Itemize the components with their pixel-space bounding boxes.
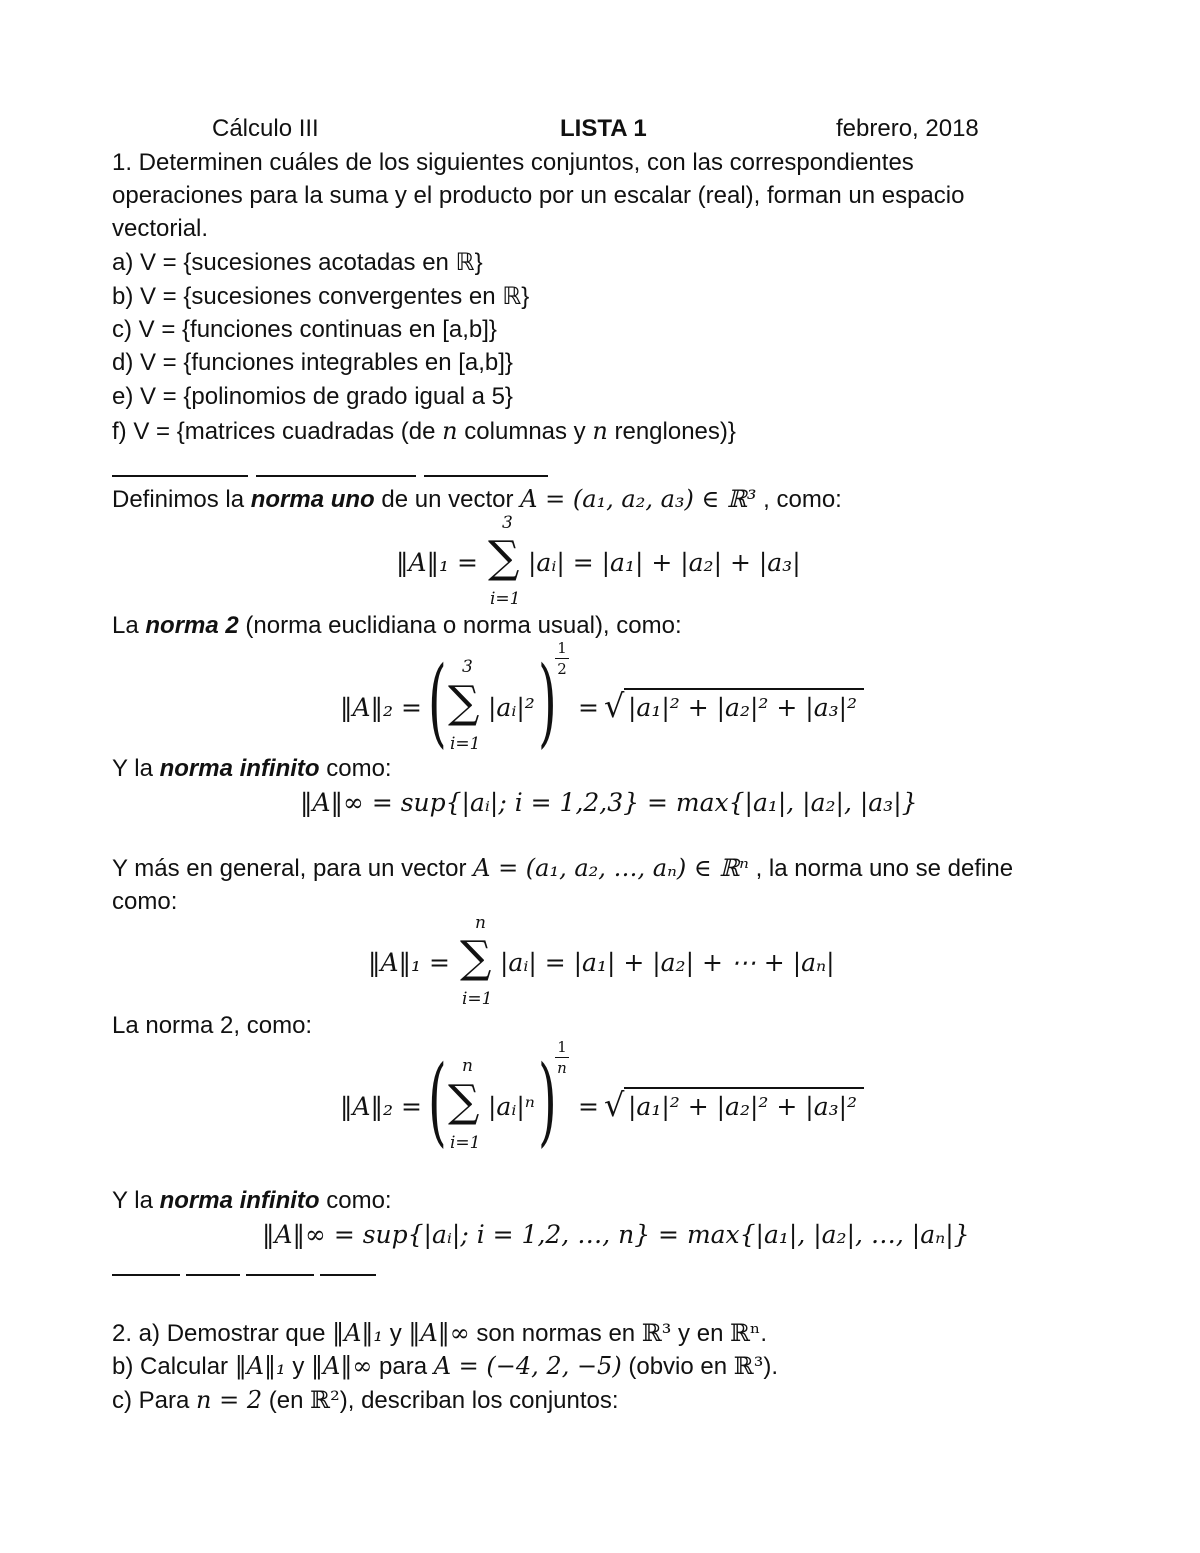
def-vector: A = (a₁, a₂, a₃) ∈ ℝ³ (520, 485, 757, 513)
general-definition-line-1 (112, 853, 1013, 884)
q2b-pre: b) Calcular (112, 1353, 235, 1380)
q2a-pre: 2. a) Demostrar que (112, 1320, 333, 1347)
summation-symbol: ∑ (488, 532, 520, 583)
separator-rule (186, 1274, 240, 1276)
q2b-r3: ℝ³ (733, 1352, 764, 1380)
q2b-norm-one: ‖A‖₁ (234, 1352, 286, 1380)
ninf2-post: como: (319, 1187, 392, 1214)
eq4-lower-limit: i=1 (462, 989, 493, 1009)
radical-vinculum (624, 688, 864, 690)
norm-infinity-definition (112, 754, 392, 784)
course-title: Cálculo III (212, 115, 319, 142)
separator-rule (424, 475, 548, 477)
gen-vector: A = (a₁, a₂, …, aₙ) ∈ ℝⁿ (473, 854, 749, 882)
ninf-post: como: (319, 755, 392, 782)
ninf-bold: norma infinito (159, 755, 320, 782)
q2b-mid: y (285, 1353, 312, 1380)
separator-rule (112, 1274, 180, 1276)
q1-item-e: e) V = {polinomios de grado igual a 5} (112, 383, 513, 410)
norm-two-general-label: La norma 2, como: (112, 1012, 313, 1039)
header-date: febrero, 2018 (836, 115, 979, 142)
right-paren: ) (538, 1045, 557, 1157)
q1-item-b: b) V = {sucesiones convergentes en ℝ} (112, 283, 530, 310)
separator-rule (256, 475, 416, 477)
separator-rule (320, 1274, 376, 1276)
q2a-norm-one: ‖A‖₁ (332, 1319, 384, 1347)
q2b-norm-inf: ‖A‖∞ (311, 1352, 373, 1380)
eq2-lhs: ‖A‖₂ = (340, 693, 422, 722)
q1-item-f-n1: n (442, 417, 458, 445)
q2c-pre: c) Para (112, 1387, 197, 1414)
q2a-post1: son normas en (469, 1320, 642, 1347)
eq5-lower-limit: i=1 (450, 1133, 481, 1153)
separator-rule (246, 1274, 314, 1276)
summation-symbol: ∑ (448, 1076, 480, 1127)
n2-bold: norma 2 (145, 612, 239, 639)
separator-rule (112, 475, 248, 477)
def-mid: de un vector (374, 486, 521, 513)
q2a-norm-inf: ‖A‖∞ (408, 1319, 470, 1347)
equation-norm-infinity-r3: ‖A‖∞ = sup{|aᵢ|; i = 1,2,3} = max{|a₁|, |a₂|, |a₃|} (300, 788, 918, 817)
q2-part-c (112, 1385, 619, 1416)
def-pre: Definimos la (112, 486, 251, 513)
q1-item-a: a) V = {sucesiones acotadas en ℝ} (112, 249, 483, 276)
q2c-n-equals-2: n = 2 (196, 1386, 263, 1414)
n2-pre: La (112, 612, 146, 639)
summation-symbol: ∑ (460, 932, 492, 983)
equation-norm-infinity-rn: ‖A‖∞ = sup{|aᵢ|; i = 1,2, …, n} = max{|a₁|, |a₂|, …, |aₙ|} (262, 1220, 970, 1249)
q1-intro-line-2: operaciones para la suma y el producto por un escalar (real), forman un espacio (112, 182, 965, 209)
left-paren: ( (428, 646, 447, 758)
exponent-fraction (555, 640, 569, 677)
general-definition-line-2: como: (112, 888, 178, 915)
q2a-rn: ℝⁿ (730, 1319, 761, 1347)
q1-item-f-post: renglones)} (607, 418, 736, 445)
eq4-lhs: ‖A‖₁ = (368, 948, 450, 977)
eq5-radicand: |a₁|² + |a₂|² + |a₃|² (628, 1092, 858, 1121)
ninf2-pre: Y la (112, 1187, 160, 1214)
eq1-upper-limit: 3 (502, 513, 513, 533)
eq5-lhs: ‖A‖₂ = (340, 1092, 422, 1121)
eq5-upper-limit: n (462, 1056, 473, 1076)
eq1-rhs: |aᵢ| = |a₁| + |a₂| + |a₃| (528, 548, 801, 577)
eq2-equals: = (578, 693, 599, 722)
q1-intro-line-1: 1. Determinen cuáles de los siguientes conjuntos, con las correspondientes (112, 149, 914, 176)
eq4-rhs: |aᵢ| = |a₁| + |a₂| + ⋯ + |aₙ| (500, 948, 835, 977)
radical-sign: √ (604, 687, 625, 725)
q1-intro-line-3: vectorial. (112, 215, 209, 242)
q1-item-f-n2: n (592, 417, 608, 445)
q2b-vector: A = (−4, 2, −5) (433, 1352, 622, 1380)
q1-item-f (112, 416, 736, 447)
right-paren: ) (538, 646, 557, 758)
ninf2-bold: norma infinito (159, 1187, 320, 1214)
norm-two-definition (112, 611, 682, 641)
q2-part-b (112, 1351, 778, 1382)
exponent-fraction (555, 1039, 569, 1076)
q1-item-f-pre: f) V = {matrices cuadradas (de (112, 418, 443, 445)
radical-vinculum (624, 1087, 864, 1089)
ninf-pre: Y la (112, 755, 160, 782)
q2b-end: ). (763, 1353, 779, 1380)
q1-item-f-mid: columnas y (457, 418, 593, 445)
q2c-post: ), describan los conjuntos: (339, 1387, 619, 1414)
eq4-upper-limit: n (475, 913, 486, 933)
n2-post: (norma euclidiana o norma usual), como: (238, 612, 682, 639)
q2a-post2: y en (671, 1320, 731, 1347)
q2a-mid: y (383, 1320, 409, 1347)
q2c-r2: ℝ² (310, 1386, 340, 1414)
eq2-body: |aᵢ|² (488, 693, 535, 722)
q2b-para: para (372, 1353, 434, 1380)
eq5-equals: = (578, 1092, 599, 1121)
eq2-upper-limit: 3 (462, 657, 473, 677)
eq2-lower-limit: i=1 (450, 734, 481, 754)
exp-den: n (557, 1059, 567, 1077)
q2a-r3: ℝ³ (641, 1319, 672, 1347)
eq5-body: |aᵢ|ⁿ (488, 1092, 535, 1121)
q2c-mid: (en (262, 1387, 311, 1414)
q1-item-d: d) V = {funciones integrables en [a,b]} (112, 349, 513, 376)
gen-post: , la norma uno se define (748, 855, 1014, 882)
radical-sign: √ (604, 1086, 625, 1124)
q2b-post: (obvio en (621, 1353, 734, 1380)
norm-infinity-general-definition (112, 1186, 392, 1216)
norm-one-definition (112, 484, 842, 515)
exp-den: 2 (557, 660, 567, 678)
def-post: , como: (756, 486, 842, 513)
gen-pre: Y más en general, para un vector (112, 855, 474, 882)
fraction-bar (555, 1057, 569, 1058)
q2a-end: . (760, 1320, 768, 1347)
exp-num: 1 (557, 639, 567, 657)
q2-part-a (112, 1318, 767, 1349)
eq2-radicand: |a₁|² + |a₂|² + |a₃|² (628, 693, 858, 722)
exp-num: 1 (557, 1038, 567, 1056)
list-title: LISTA 1 (560, 115, 647, 142)
eq1-lhs: ‖A‖₁ = (396, 548, 478, 577)
def-bold: norma uno (250, 486, 375, 513)
fraction-bar (555, 658, 569, 659)
left-paren: ( (428, 1045, 447, 1157)
summation-symbol: ∑ (448, 677, 480, 728)
eq1-lower-limit: i=1 (490, 589, 521, 609)
q1-item-c: c) V = {funciones continuas en [a,b]} (112, 316, 497, 343)
